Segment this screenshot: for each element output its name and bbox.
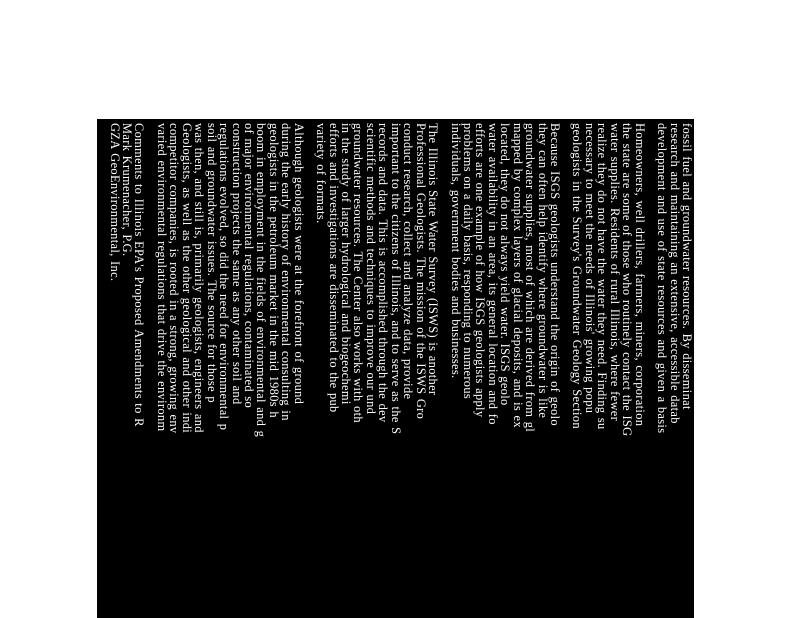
- paragraph-gap: [146, 123, 156, 618]
- text-line: realize they do not have the water they need. Finding su: [595, 123, 610, 430]
- scanned-document-page: [97, 119, 694, 618]
- paragraph-gap: [439, 123, 449, 618]
- text-line: construction projects the same as any other soil and: [229, 123, 244, 405]
- text-line: Geologists, as well as the other geological and other indi: [179, 123, 194, 434]
- text-line: research and maintaining an extensive, accessible datab: [667, 123, 682, 424]
- text-line: records and data. This is accomplished through the dev: [376, 123, 391, 423]
- text-line: scientific methods and techniques to improve our und: [363, 123, 378, 415]
- text-line: problems on a daily basis, responding to numerous: [461, 123, 475, 400]
- text-line: individuals, government bodies and businesses.: [448, 123, 463, 379]
- text-line: The Illinois State Water Survey (ISWS) is another: [426, 123, 441, 396]
- text-line: development and use of state resources and given a basis: [655, 123, 670, 434]
- text-line: geologists in the petroleum market in the mid 1980s h: [266, 123, 281, 418]
- text-line: necessary to meet the needs of Illinois' growing popu: [582, 123, 597, 414]
- text-line: in the study of larger hydrological and biogeochemi: [339, 123, 354, 405]
- text-line: regulations evolved, so did the need for environmental p: [217, 123, 232, 431]
- text-line: Although geologists were at the forefront of ground: [291, 123, 306, 405]
- rotated-text-column: [97, 123, 693, 618]
- text-line: of major environmental regulations, contaminated so: [242, 123, 256, 409]
- text-line: competitor companies, is rooted in a strong, growing env: [167, 123, 182, 434]
- text-line: efforts and investigations are disseminated to the pub: [326, 123, 341, 413]
- text-line: Homeowners, well drillers, farmers, miners, corporation: [632, 123, 647, 427]
- text-line: Because ISGS geologists understand the origin of geolo: [548, 123, 563, 426]
- text-line: important to the citizens of Illinois, and to serve as the S: [388, 123, 403, 435]
- text-line: the state are some of those who routinely contact the ISG: [620, 123, 635, 437]
- text-line: Professional Geologists. The mission of the ISWS Gro: [413, 123, 428, 420]
- text-line: located, they do not always yield water. ISGS geolo: [498, 123, 513, 406]
- text-line: mapped by complex layers of glacial deposits, and is ex: [510, 123, 525, 428]
- text-line: was then, and still is, primarily geologists, engineers and: [192, 123, 207, 433]
- text-line: efforts are one example of how ISGS geologists apply: [473, 123, 488, 418]
- text-line: groundwater resources. The Center also works with oth: [351, 123, 366, 423]
- footer-line: Mark Krumenacher, P.G.: [120, 123, 135, 257]
- text-line: boom in employment in the fields of environmental and g: [254, 123, 269, 438]
- text-line: fossil fuel and groundwater resources. By disseminat: [680, 123, 694, 410]
- text-line: water availability in an area, its general location and fo: [485, 123, 500, 425]
- text-line: they can often help identify where groundwater is like: [535, 123, 550, 419]
- text-line: varied environmental regulations that drive the environm: [154, 123, 169, 432]
- text-line: groundwater supplies, most of which are derived from gl: [523, 123, 538, 433]
- text-line: geologists in the Survey's Groundwater Geology Section: [570, 123, 585, 429]
- text-line: during the early history of environmental consulting in: [279, 123, 294, 421]
- footer-line: GZA GeoEnvironmental, Inc.: [107, 123, 122, 282]
- text-line: water supplies. Residents of rural Illinois, where fewer: [607, 123, 622, 422]
- footer-line: Comments to Illinois EPA's Proposed Amendments to R: [132, 123, 147, 427]
- text-line: soil and groundwater issues. The source for those p: [204, 123, 219, 403]
- text-line: variety of formats.: [314, 123, 329, 224]
- text-line: conduct research, collect and analyze data, provide: [401, 123, 416, 400]
